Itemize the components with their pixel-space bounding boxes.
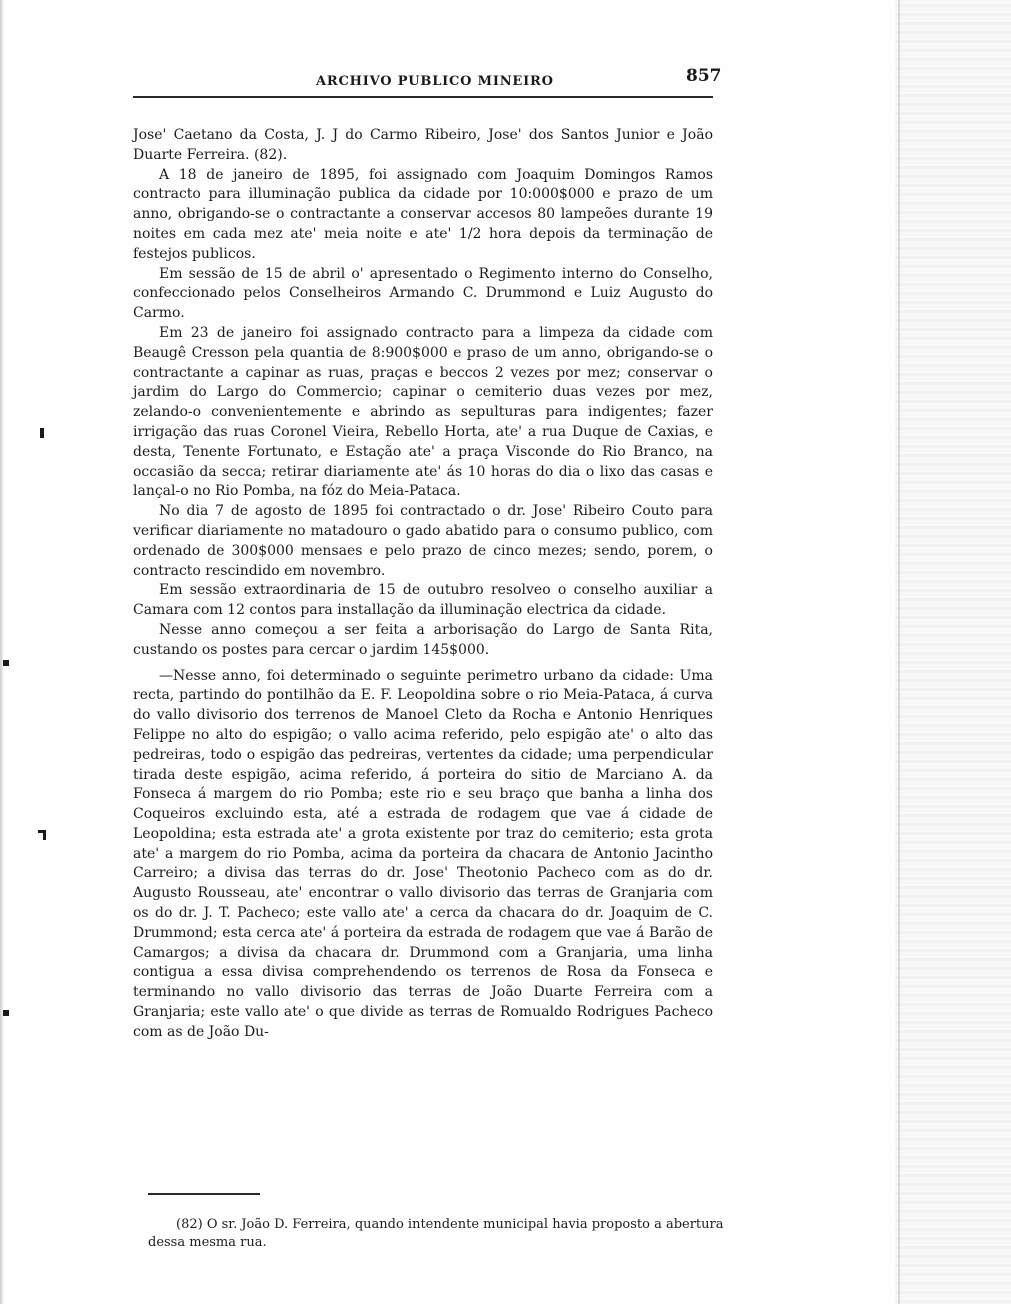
margin-mark bbox=[40, 428, 44, 438]
margin-mark bbox=[43, 830, 46, 840]
paragraph: Em sessão de 15 de abril o' apresentado o Regimento interno do Conselho, confeccionado pelos Conselheiros Armando C. Drummond e Luiz Augusto do Carmo. bbox=[133, 265, 713, 322]
scan-edge-right bbox=[895, 0, 1011, 1304]
paragraph: —Nesse anno, foi determinado o seguinte perimetro urbano da cidade: Uma recta, partindo do pontilhão da E. F. Leopoldina sobre o rio Meia-Pataca, á curva do vallo divisorio dos terrenos de Manoel Cleto da Rocha e Antonio Henriques Felippe no alto do espigão; o vallo acima referido, pelo espigão ate' o alto das pedreiras, todo o espigão das pedreiras, vertentes da cidade; uma perpendicular tirada deste espigão, acima referido, á porteira do sitio de Marciano A. da Fonseca á margem do rio Pomba; este rio e seu braço que banha a linha dos Coqueiros excluindo esta, até a estrada de rodagem que vae á cidade de Leopoldina; esta estrada ate' a grota existente por traz do cemiterio; esta grota ate' a margem do rio Pomba, acima da porteira da chacara de Antonio Jacintho Carreiro; a divisa das terras do dr. Jose' Theotonio Pacheco com as do dr. Augusto Rousseau, ate' encontrar o vallo divisorio das terras de Granjaria com os do dr. J. T. Pacheco; este vallo ate' a cerca da chacara do dr. Joaquim de C. Drummond; esta cerca ate' á porteira da estrada de rodagem que vae á Barão de Camargos; a divisa da chacara dr. Drummond com a Granjaria, uma linha contigua a essa divisa comprehendendo os terrenos de Rosa da Fonseca e terminando no vallo divisorio das terras de João Duarte Ferreira com a Granjaria; este vallo ate' o que divide as terras de Romualdo Rodrigues Pacheco com as de João Du- bbox=[133, 667, 713, 1040]
paragraph: A 18 de janeiro de 1895, foi assignado com Joaquim Domingos Ramos contracto para illuminação publica da cidade por 10:000$000 e prazo de um anno, obrigando-se o contractante a conservar accesos 80 lampeões durante 19 noites em cada mez ate' meia noite e ate' 1/2 hora depois da terminação de festejos publicos. bbox=[133, 166, 713, 262]
body-text bbox=[133, 126, 713, 1043]
scan-edge-left bbox=[0, 0, 4, 1304]
margin-mark bbox=[3, 660, 9, 666]
footnote: (82) O sr. João D. Ferreira, quando intendente municipal havia proposto a abertura dessa mesma rua. bbox=[148, 1217, 724, 1250]
scan-line-right bbox=[898, 0, 900, 1304]
header-rule bbox=[133, 96, 713, 98]
page-number: 857 bbox=[686, 66, 722, 86]
margin-mark bbox=[3, 1010, 9, 1016]
footnote-rule bbox=[148, 1193, 260, 1195]
running-header bbox=[133, 66, 722, 96]
paragraph: Em sessão extraordinaria de 15 de outubro resolveo o conselho auxiliar a Camara com 12 contos para installação da illuminação electrica da cidade. bbox=[133, 582, 713, 619]
paragraph: Jose' Caetano da Costa, J. J do Carmo Ribeiro, Jose' dos Santos Junior e João Duarte Ferreira. (82). bbox=[133, 127, 713, 163]
paragraph: Nesse anno começou a ser feita a arborisação do Largo de Santa Rita, custando os postes para cercar o jardim 145$000. bbox=[133, 621, 713, 658]
paragraph: No dia 7 de agosto de 1895 foi contractado o dr. Jose' Ribeiro Couto para verificar diariamente no matadouro o gado abatido para o consumo publico, com ordenado de 300$000 mensaes e pelo prazo de cinco mezes; sendo, porem, o contracto rescindido em novembro. bbox=[133, 503, 713, 579]
paragraph: Em 23 de janeiro foi assignado contracto para a limpeza da cidade com Beaugê Cresson pela quantia de 8:900$000 e praso de um anno, obrigando-se o contractante a capinar as ruas, praças e beccos 2 vezes por mez; conservar o jardim do Largo do Commercio; capinar o cemiterio duas vezes por mez, zelando-o convenientemente e abrindo as sepulturas para indigentes; fazer irrigação das ruas Coronel Vieira, Rebello Horta, ate' a rua Duque de Caxias, e desta, Tenente Fortunato, e Estação ate' a praça Visconde do Rio Branco, na occasião da secca; retirar diariamente ate' ás 10 horas do dia o lixo das casas e lançal-o no Rio Pomba, na fóz do Meia-Pataca. bbox=[133, 324, 713, 500]
running-title: ARCHIVO PUBLICO MINEIRO bbox=[316, 74, 554, 89]
